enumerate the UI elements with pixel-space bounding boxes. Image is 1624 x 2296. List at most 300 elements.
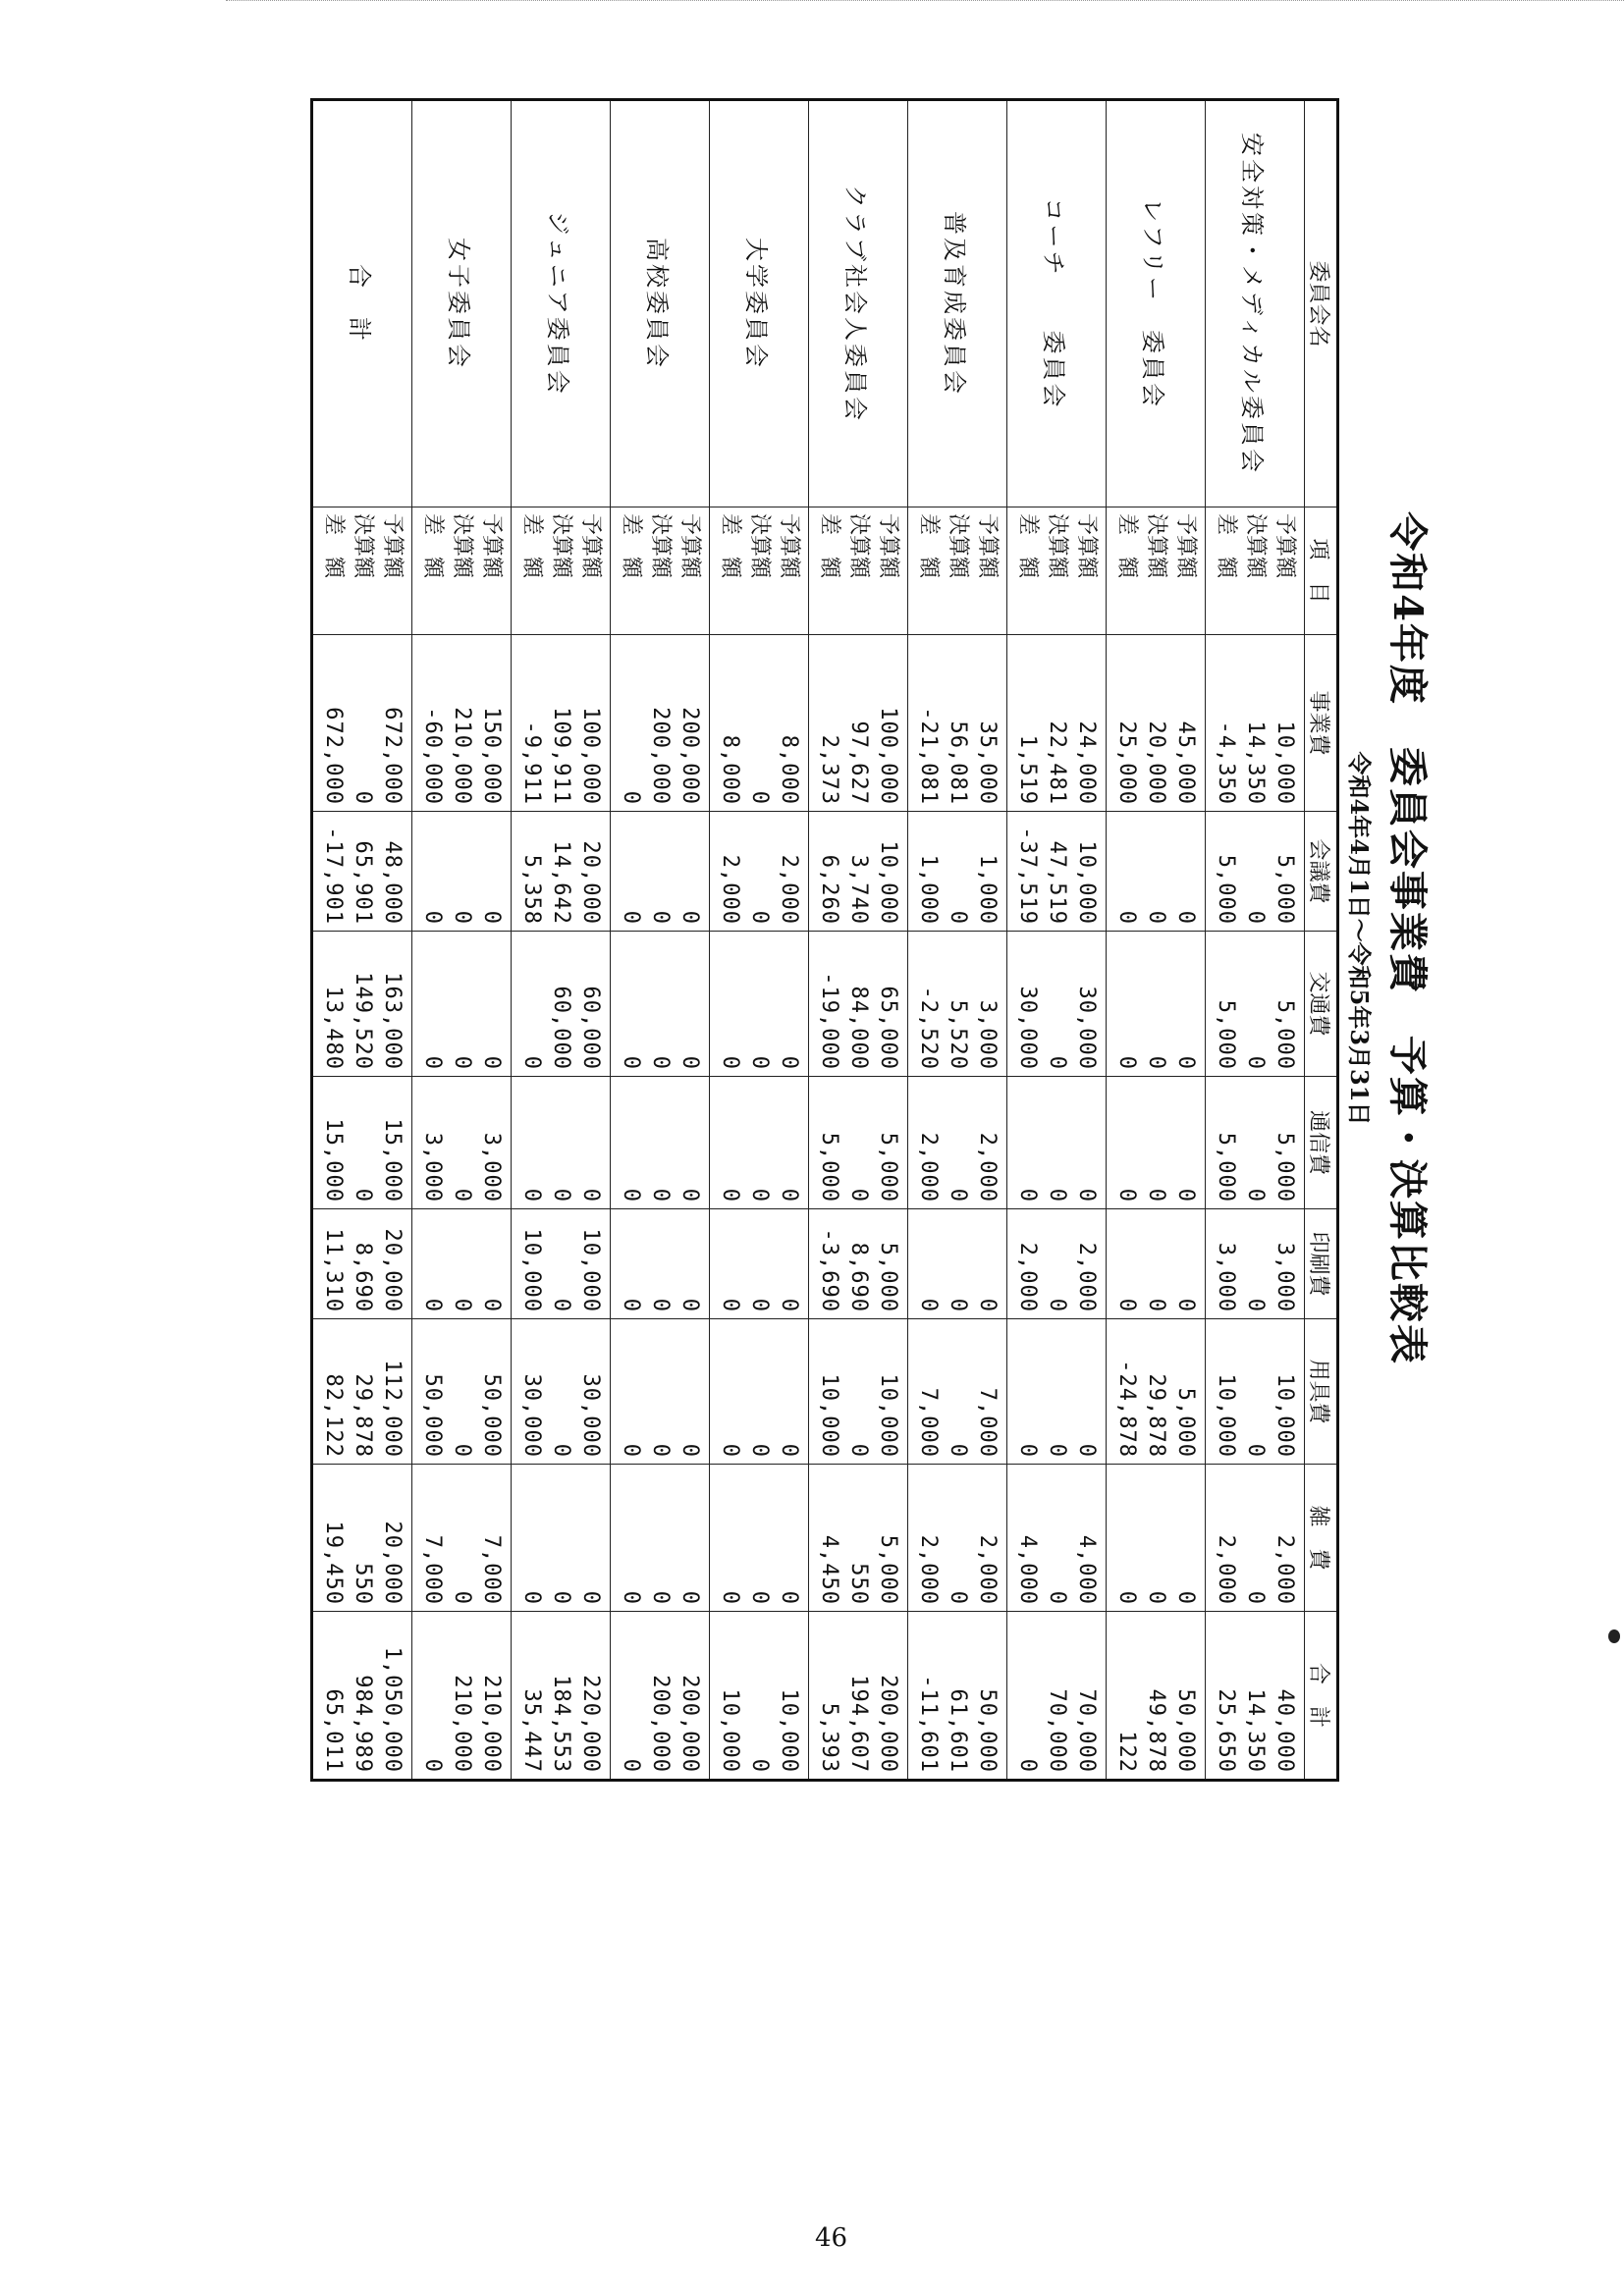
amount-value: 35,447 (519, 1688, 544, 1773)
item-label: 決算額 (946, 513, 970, 579)
amount-value: 0 (1173, 1188, 1198, 1202)
amount-cell (412, 635, 512, 812)
amount-value: 0 (619, 1443, 643, 1458)
amount-value: 200,000 (648, 707, 673, 805)
amount-value: 15,000 (321, 1118, 346, 1202)
amount-value: 0 (479, 1055, 504, 1070)
amount-value: -60,000 (420, 707, 445, 805)
item-labels (1206, 507, 1305, 635)
committee-name: レフリー 委員会 (1107, 100, 1206, 507)
item-label: 決算額 (1243, 513, 1268, 579)
amount-cell (1107, 1465, 1206, 1612)
amount-value: 2,000 (916, 1132, 941, 1202)
amount-value: 2,000 (1214, 1534, 1238, 1605)
amount-value: 0 (1015, 1188, 1040, 1202)
amount-cell (1107, 1077, 1206, 1209)
amount-cell (809, 1465, 908, 1612)
amount-value: 3,740 (846, 854, 871, 925)
amount-value: 19,450 (321, 1521, 346, 1605)
column-header: 通信費 (1305, 1077, 1338, 1209)
amount-value: 65,011 (321, 1688, 346, 1773)
amount-value: 122 (1114, 1731, 1139, 1773)
committee-name: クラブ社会人委員会 (809, 100, 908, 507)
amount-value: 45,000 (1173, 721, 1198, 805)
amount-value: 10,000 (578, 1228, 603, 1312)
amount-value: 0 (619, 1590, 643, 1605)
amount-cell (908, 1319, 1007, 1465)
amount-cell (512, 1319, 611, 1465)
amount-cell (710, 1612, 809, 1781)
item-label: 決算額 (648, 513, 673, 579)
committee-row (312, 100, 412, 1781)
amount-value: 7,000 (916, 1387, 941, 1458)
amount-cell (710, 635, 809, 812)
amount-value: 0 (549, 1443, 573, 1458)
item-label: 差 額 (817, 513, 841, 579)
amount-value: 0 (747, 910, 772, 925)
amount-value: 0 (420, 910, 445, 925)
amount-value: 0 (619, 910, 643, 925)
amount-value: 0 (1243, 1298, 1268, 1312)
amount-cell (512, 932, 611, 1077)
amount-value: 10,000 (1074, 840, 1099, 925)
item-label: 差 額 (519, 513, 544, 579)
amount-value: 0 (1015, 1758, 1040, 1773)
amount-cell (1206, 1319, 1305, 1465)
amount-value: 200,000 (876, 1675, 900, 1773)
item-label: 決算額 (549, 513, 573, 579)
item-label: 予算額 (1074, 513, 1099, 579)
amount-value: 163,000 (380, 972, 405, 1070)
amount-cell (611, 1612, 710, 1781)
amount-cell (512, 812, 611, 932)
amount-value: 10,000 (1272, 1373, 1297, 1458)
item-labels (1107, 507, 1206, 635)
amount-value: 97,627 (846, 721, 871, 805)
amount-value: 30,000 (578, 1373, 603, 1458)
amount-value: 8,000 (718, 734, 742, 805)
amount-value: 8,000 (777, 734, 801, 805)
item-label: 決算額 (351, 513, 375, 579)
amount-value: 0 (519, 1590, 544, 1605)
amount-cell (908, 1612, 1007, 1781)
item-label: 予算額 (479, 513, 504, 579)
amount-value: 0 (946, 1443, 970, 1458)
amount-value: 48,000 (380, 840, 405, 925)
column-header: 交通費 (1305, 932, 1338, 1077)
column-header: 会議費 (1305, 812, 1338, 932)
amount-value: 10,000 (777, 1688, 801, 1773)
amount-cell (1007, 1319, 1107, 1465)
amount-value: 1,519 (1015, 734, 1040, 805)
amount-value: 14,350 (1243, 1688, 1268, 1773)
item-labels (412, 507, 512, 635)
amount-value: 4,450 (817, 1534, 841, 1605)
item-label: 差 額 (1214, 513, 1238, 579)
amount-cell (710, 812, 809, 932)
amount-value: 0 (619, 1188, 643, 1202)
amount-cell (809, 812, 908, 932)
amount-cell (312, 812, 412, 932)
amount-value: -37,519 (1015, 827, 1040, 925)
amount-cell (1107, 1209, 1206, 1319)
amount-value: 0 (677, 1055, 702, 1070)
amount-value: 672,000 (380, 707, 405, 805)
amount-cell (611, 932, 710, 1077)
amount-value: 0 (846, 1443, 871, 1458)
amount-value: 0 (1045, 1590, 1069, 1605)
amount-value: 0 (1173, 1298, 1198, 1312)
amount-value: 2,000 (1272, 1534, 1297, 1605)
amount-cell (512, 1465, 611, 1612)
item-label: 決算額 (450, 513, 474, 579)
committee-row (412, 100, 512, 1781)
amount-value: 5,000 (1272, 1132, 1297, 1202)
amount-value: 14,350 (1243, 721, 1268, 805)
amount-value: 0 (1243, 910, 1268, 925)
amount-value: -2,520 (916, 986, 941, 1070)
amount-value: 100,000 (578, 707, 603, 805)
amount-cell (611, 1209, 710, 1319)
header-item: 項 目 (1305, 507, 1338, 635)
committee-name: 合 計 (312, 100, 412, 507)
item-label: 差 額 (321, 513, 346, 579)
amount-cell (809, 1319, 908, 1465)
amount-cell (412, 1612, 512, 1781)
amount-value: 0 (946, 1590, 970, 1605)
amount-value: 0 (946, 1298, 970, 1312)
amount-value: 0 (747, 1055, 772, 1070)
amount-value: 0 (747, 1443, 772, 1458)
amount-cell (710, 1319, 809, 1465)
amount-value: 5,000 (876, 1534, 900, 1605)
amount-value: 0 (777, 1055, 801, 1070)
amount-value: 2,000 (1015, 1242, 1040, 1312)
amount-value: 0 (1243, 1590, 1268, 1605)
amount-value: 30,000 (519, 1373, 544, 1458)
amount-cell (512, 1077, 611, 1209)
amount-value: 0 (1114, 1188, 1139, 1202)
committee-row (512, 100, 611, 1781)
amount-value: 0 (718, 1055, 742, 1070)
amount-value: -21,081 (916, 707, 941, 805)
amount-value: 0 (1144, 1590, 1168, 1605)
amount-value: 0 (479, 910, 504, 925)
amount-value: 0 (946, 910, 970, 925)
amount-value: 2,000 (718, 854, 742, 925)
amount-cell (1206, 1465, 1305, 1612)
amount-value: 4,000 (1015, 1534, 1040, 1605)
amount-cell (1007, 812, 1107, 932)
amount-value: 0 (677, 1188, 702, 1202)
amount-value: 1,050,000 (380, 1646, 405, 1773)
amount-cell (908, 932, 1007, 1077)
amount-value: 0 (549, 1298, 573, 1312)
amount-value: 550 (846, 1563, 871, 1605)
amount-cell (710, 1209, 809, 1319)
item-label: 予算額 (777, 513, 801, 579)
amount-value: 0 (1114, 1055, 1139, 1070)
amount-cell (512, 635, 611, 812)
amount-cell (312, 635, 412, 812)
amount-value: 0 (619, 1055, 643, 1070)
committee-row (1206, 100, 1305, 1781)
amount-value: 0 (479, 1298, 504, 1312)
amount-value: 0 (718, 1443, 742, 1458)
amount-cell (1107, 932, 1206, 1077)
amount-value: 0 (846, 1188, 871, 1202)
amount-cell (1206, 1077, 1305, 1209)
amount-value: 5,000 (817, 1132, 841, 1202)
amount-value: 0 (450, 910, 474, 925)
amount-value: 3,000 (1272, 1242, 1297, 1312)
amount-value: 60,000 (578, 986, 603, 1070)
amount-cell (809, 932, 908, 1077)
amount-cell (809, 1077, 908, 1209)
amount-value: 0 (450, 1590, 474, 1605)
amount-cell (710, 1465, 809, 1612)
amount-value: 0 (450, 1055, 474, 1070)
amount-value: 29,878 (351, 1373, 375, 1458)
amount-value: 0 (677, 1298, 702, 1312)
committee-row (1107, 100, 1206, 1781)
amount-value: 7,000 (420, 1534, 445, 1605)
amount-value: 0 (420, 1298, 445, 1312)
amount-value: 0 (1144, 910, 1168, 925)
amount-value: 0 (351, 1188, 375, 1202)
amount-value: 0 (648, 1188, 673, 1202)
item-label: 決算額 (1144, 513, 1168, 579)
amount-value: 109,911 (549, 707, 573, 805)
item-label: 予算額 (380, 513, 405, 579)
amount-value: 0 (777, 1590, 801, 1605)
amount-value: 5,000 (1173, 1387, 1198, 1458)
amount-value: 10,000 (1214, 1373, 1238, 1458)
amount-value: 0 (549, 1590, 573, 1605)
amount-value: 47,519 (1045, 840, 1069, 925)
amount-cell (1107, 635, 1206, 812)
amount-value: 49,878 (1144, 1688, 1168, 1773)
amount-value: 20,000 (380, 1521, 405, 1605)
committee-row (809, 100, 908, 1781)
amount-value: 65,901 (351, 840, 375, 925)
item-labels (611, 507, 710, 635)
amount-cell (1107, 812, 1206, 932)
amount-cell (412, 1465, 512, 1612)
amount-value: 70,000 (1045, 1688, 1069, 1773)
amount-value: 0 (677, 1590, 702, 1605)
amount-value: 20,000 (578, 840, 603, 925)
amount-value: 10,000 (519, 1228, 544, 1312)
amount-value: 0 (578, 1188, 603, 1202)
amount-value: 7,000 (975, 1387, 1000, 1458)
amount-cell (312, 932, 412, 1077)
column-header: 印刷費 (1305, 1209, 1338, 1319)
amount-value: 0 (747, 1590, 772, 1605)
amount-value: 5,000 (876, 1132, 900, 1202)
amount-value: 0 (648, 1298, 673, 1312)
column-header: 用具費 (1305, 1319, 1338, 1465)
amount-value: 0 (1045, 1443, 1069, 1458)
header-committee: 委員会名 (1305, 100, 1338, 507)
amount-value: 14,642 (549, 840, 573, 925)
amount-value: 0 (420, 1055, 445, 1070)
budget-comparison-table (310, 98, 1339, 1782)
amount-value: 0 (648, 1443, 673, 1458)
amount-cell (512, 1612, 611, 1781)
amount-value: 0 (747, 1188, 772, 1202)
amount-value: 3,000 (1214, 1242, 1238, 1312)
amount-cell (412, 1209, 512, 1319)
item-labels (1007, 507, 1107, 635)
amount-value: 0 (677, 910, 702, 925)
amount-value: 0 (1144, 1188, 1168, 1202)
item-label: 決算額 (1045, 513, 1069, 579)
amount-cell (611, 635, 710, 812)
amount-value: 10,000 (876, 840, 900, 925)
item-label: 予算額 (1272, 513, 1297, 579)
amount-value: 8,690 (351, 1242, 375, 1312)
amount-value: 0 (648, 1055, 673, 1070)
amount-cell (412, 1319, 512, 1465)
amount-value: 0 (1074, 1188, 1099, 1202)
amount-value: 3,000 (420, 1132, 445, 1202)
amount-value: 0 (648, 1590, 673, 1605)
amount-value: 210,000 (479, 1675, 504, 1773)
amount-value: -3,690 (817, 1228, 841, 1312)
item-label: 予算額 (677, 513, 702, 579)
item-label: 差 額 (916, 513, 941, 579)
amount-value: -11,601 (916, 1675, 941, 1773)
amount-value: 2,000 (1074, 1242, 1099, 1312)
amount-value: 2,000 (916, 1534, 941, 1605)
column-header: 事業費 (1305, 635, 1338, 812)
committee-name: 女子委員会 (412, 100, 512, 507)
amount-value: 20,000 (380, 1228, 405, 1312)
amount-value: 0 (1243, 1443, 1268, 1458)
period-subtitle: 令和4年4月1日～令和5年3月31日 (1345, 751, 1374, 1126)
amount-value: 672,000 (321, 707, 346, 805)
amount-value: 0 (1045, 1188, 1069, 1202)
amount-value: 8,690 (846, 1242, 871, 1312)
amount-cell (412, 932, 512, 1077)
amount-cell (1107, 1319, 1206, 1465)
amount-cell (412, 1077, 512, 1209)
amount-value: 0 (1173, 910, 1198, 925)
amount-value: 210,000 (450, 707, 474, 805)
amount-value: 10,000 (817, 1373, 841, 1458)
amount-value: 149,520 (351, 972, 375, 1070)
amount-value: 0 (777, 1188, 801, 1202)
amount-value: 194,607 (846, 1675, 871, 1773)
amount-cell (809, 635, 908, 812)
amount-value: 0 (619, 1758, 643, 1773)
amount-value: 0 (519, 1188, 544, 1202)
amount-value: 0 (619, 1298, 643, 1312)
amount-value: 10,000 (1272, 721, 1297, 805)
amount-value: 50,000 (1173, 1688, 1198, 1773)
committee-row (1007, 100, 1107, 1781)
amount-cell (908, 635, 1007, 812)
amount-value: 112,000 (380, 1360, 405, 1458)
amount-value: 0 (718, 1590, 742, 1605)
amount-value: 2,373 (817, 734, 841, 805)
amount-value: 40,000 (1272, 1688, 1297, 1773)
amount-cell (1007, 635, 1107, 812)
amount-value: 0 (420, 1758, 445, 1773)
item-label: 差 額 (1015, 513, 1040, 579)
amount-cell (312, 1077, 412, 1209)
amount-cell (908, 1077, 1007, 1209)
amount-cell (312, 1612, 412, 1781)
amount-cell (908, 1465, 1007, 1612)
amount-value: 3,000 (479, 1132, 504, 1202)
amount-value: 100,000 (876, 707, 900, 805)
item-labels (312, 507, 412, 635)
amount-cell (908, 1209, 1007, 1319)
amount-value: 0 (450, 1298, 474, 1312)
amount-value: 2,000 (975, 1132, 1000, 1202)
amount-value: 0 (1045, 1055, 1069, 1070)
amount-value: 5,000 (1214, 1132, 1238, 1202)
amount-cell (908, 812, 1007, 932)
amount-value: 0 (1243, 1188, 1268, 1202)
amount-cell (611, 1319, 710, 1465)
committee-name: 普及育成委員会 (908, 100, 1007, 507)
amount-value: 5,000 (1214, 854, 1238, 925)
amount-value: 30,000 (1015, 986, 1040, 1070)
amount-value: 24,000 (1074, 721, 1099, 805)
scan-mark (1608, 1629, 1620, 1643)
amount-value: 50,000 (975, 1688, 1000, 1773)
amount-value: 5,520 (946, 999, 970, 1070)
item-label: 予算額 (1173, 513, 1198, 579)
committee-row (710, 100, 809, 1781)
amount-cell (1007, 1612, 1107, 1781)
amount-value: 56,081 (946, 721, 970, 805)
amount-value: 0 (1173, 1055, 1198, 1070)
amount-cell (611, 1465, 710, 1612)
header-row (1305, 100, 1338, 1781)
amount-value: 84,000 (846, 986, 871, 1070)
rotated-page-content (297, 98, 1435, 1779)
amount-value: 184,553 (549, 1675, 573, 1773)
item-label: 予算額 (578, 513, 603, 579)
amount-value: 0 (777, 1298, 801, 1312)
amount-cell (1007, 932, 1107, 1077)
item-labels (710, 507, 809, 635)
amount-value: 82,122 (321, 1373, 346, 1458)
amount-value: 25,000 (1114, 721, 1139, 805)
amount-value: 50,000 (420, 1373, 445, 1458)
amount-value: 0 (1243, 1055, 1268, 1070)
committee-name: 大学委員会 (710, 100, 809, 507)
amount-value: 984,989 (351, 1675, 375, 1773)
amount-value: 0 (718, 1188, 742, 1202)
amount-cell (512, 1209, 611, 1319)
amount-value: -24,878 (1114, 1360, 1139, 1458)
amount-value: 61,601 (946, 1688, 970, 1773)
item-label: 決算額 (747, 513, 772, 579)
committee-name: 安全対策・メディカル委員会 (1206, 100, 1305, 507)
amount-value: 0 (1144, 1055, 1168, 1070)
amount-value: 30,000 (1074, 986, 1099, 1070)
committee-row (611, 100, 710, 1781)
amount-cell (611, 812, 710, 932)
amount-value: 200,000 (648, 1675, 673, 1773)
committee-name: ジュニア委員会 (512, 100, 611, 507)
committee-row (908, 100, 1007, 1781)
